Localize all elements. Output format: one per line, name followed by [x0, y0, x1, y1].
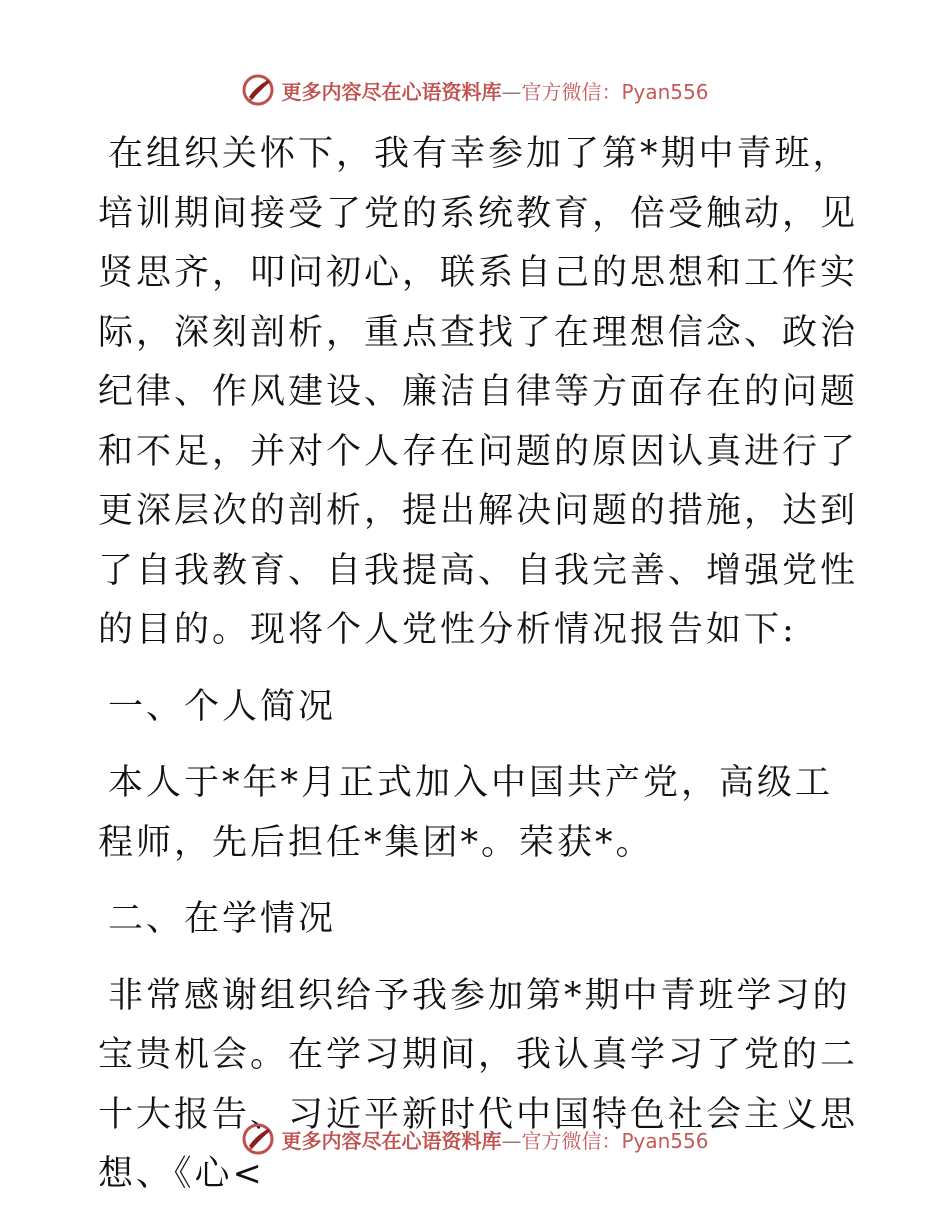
intro-paragraph: 在组织关怀下，我有幸参加了第*期中青班，培训期间接受了党的系统教育，倍受触动，见贤思齐，叩问初心，联系自己的思想和工作实际，深刻剖析，重点查找了在理想信念、政治纪律、作风建设、廉洁自律等方面存在的问题和不足，并对个人存在问题的原因认真进行了更深层次的剖析，提出解决问题的措施，达到了自我教育、自我提高、自我完善、增强党性的目的。现将个人党性分析情况报告如下:: [98, 134, 859, 650]
study-status-paragraph: 非常感谢组织给予我参加第*期中青班学习的宝贵机会。在学习期间，我认真学习了党的二十大报告、习近平新时代中国特色社会主义思想、《心<: [98, 975, 859, 1194]
watermark-text: [281, 1125, 708, 1154]
footer-watermark-banner: [0, 1119, 950, 1159]
section-heading-personal-profile: 一、个人简况: [108, 686, 337, 727]
header-watermark-banner: [0, 70, 950, 110]
watermark-main-text: 更多内容尽在心语资料库: [281, 79, 502, 104]
watermark-contact-text: 官方微信：Pyan556: [521, 1128, 709, 1153]
document-body: [98, 125, 858, 1222]
watermark-main-text: 更多内容尽在心语资料库: [281, 1128, 502, 1153]
watermark-separator: —: [501, 1128, 522, 1153]
watermark-separator: —: [501, 79, 522, 104]
personal-profile-paragraph: 本人于*年*月正式加入中国共产党，高级工程师，先后担任*集团*。荣获*。: [98, 763, 834, 863]
watermark-contact-text: 官方微信：Pyan556: [521, 79, 709, 104]
brush-logo-icon: [241, 1122, 275, 1156]
brush-logo-icon: [241, 73, 275, 107]
watermark-text: [281, 76, 708, 105]
section-heading-study-status: 二、在学情况: [108, 899, 337, 939]
